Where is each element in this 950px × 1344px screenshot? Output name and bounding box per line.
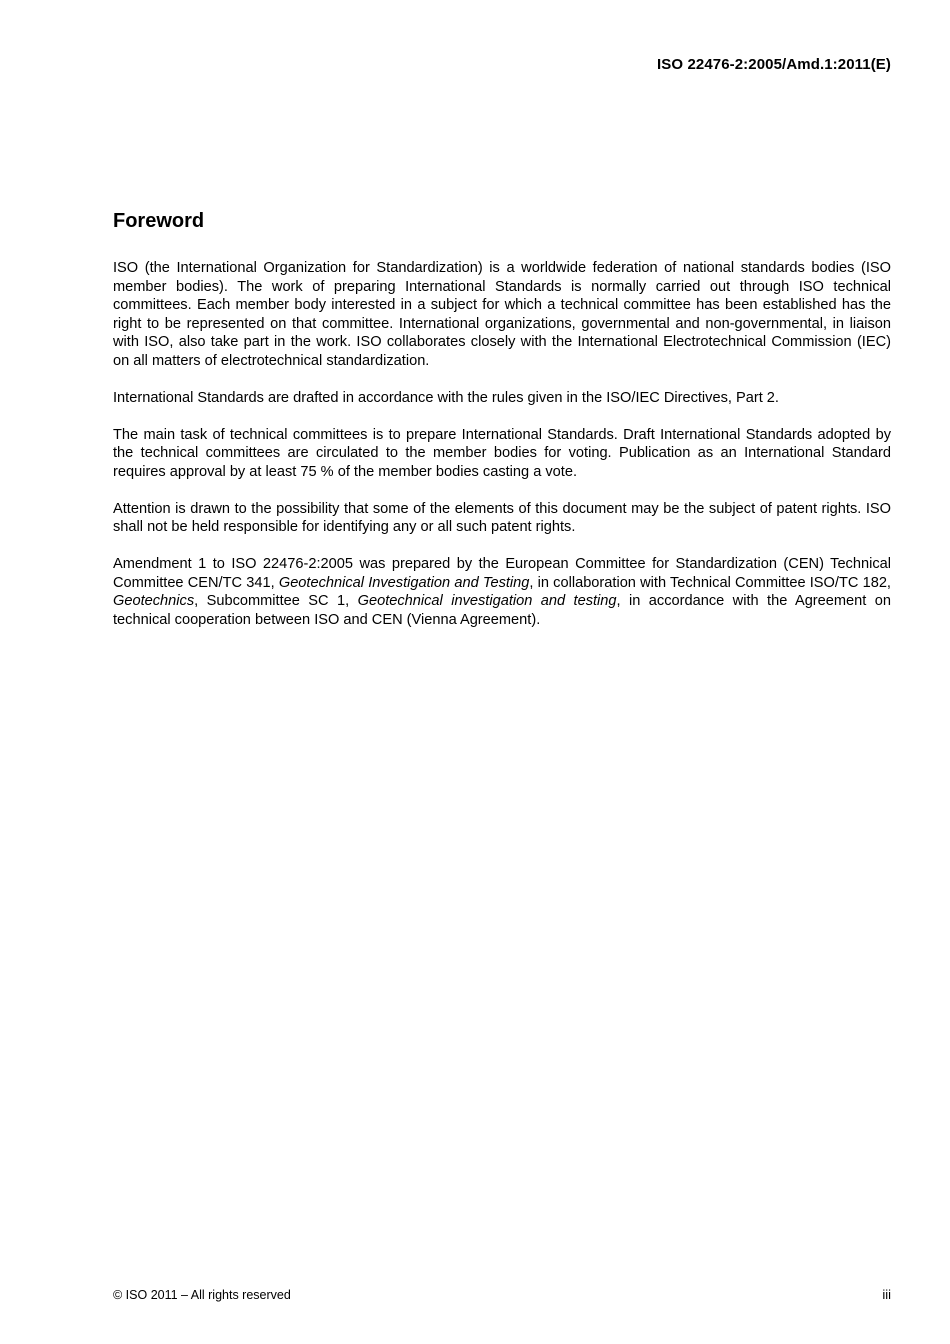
paragraph-committees-task: The main task of technical committees is to prepare International Standards. Draft International Standards adopted by the technical committees are circulated to the member bodies for voting. Publication as an International Standard requires approval by at least 75 % of the member bodies casting a vote. [113, 426, 891, 480]
paragraph-patent-rights: Attention is drawn to the possibility that some of the elements of this document may be the subject of patent rights. ISO shall not be held responsible for identifying any or all such patent rights. [113, 500, 891, 535]
paragraph-iso-intro: ISO (the International Organization for Standardization) is a worldwide federation of national standards bodies (ISO member bodies). The work of preparing International Standards is normally carried out through ISO technical committees. Each member body interested in a subject for which a technical committee has been established has the right to be represented on that committee. International organizations, governmental and non-governmental, in liaison with ISO, also take part in the work. ISO collaborates closely with the International Electrotechnical Commission (IEC) on all matters of electrotechnical standardization. [113, 260, 891, 369]
committee-title-cen: Geotechnical Investigation and Testing [278, 574, 530, 591]
document-identifier: ISO 22476-2:2005/Amd.1:2011(E) [657, 56, 891, 73]
subcommittee-title: Geotechnical investigation and testing [357, 593, 617, 609]
amendment-text-1: Amendment 1 to ISO 22476-2:2005 was prepared by the European Committee for Standardization (CEN) Technical Committee CEN/TC 341, [113, 556, 891, 591]
committee-title-iso: Geotechnics [113, 593, 195, 609]
page-number: iii [882, 1287, 891, 1302]
copyright-notice: © ISO 2011 – All rights reserved [113, 1288, 291, 1302]
amendment-text-2: , in collaboration with Technical Committee ISO/TC 182, [529, 574, 891, 591]
amendment-text-3: , Subcommittee SC 1, [194, 593, 358, 609]
amendment-text-4: , in accordance with the Agreement on technical cooperation between ISO and CEN (Vienna Agreement). [113, 593, 892, 628]
paragraph-amendment-info [113, 555, 891, 629]
foreword-body [113, 259, 891, 648]
paragraph-directives: International Standards are drafted in accordance with the rules given in the ISO/IEC Directives, Part 2. [113, 389, 779, 406]
page-title: Foreword [113, 210, 205, 232]
